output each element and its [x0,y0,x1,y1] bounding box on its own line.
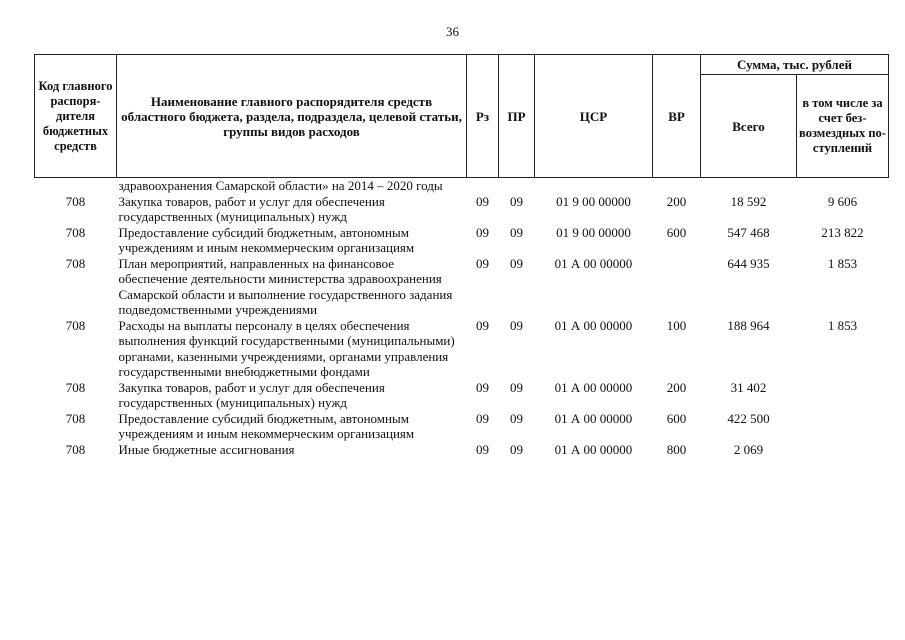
row-pr [499,178,535,194]
row-csr [535,178,653,194]
page-number: 36 [446,24,459,39]
header-rz: Рз [467,55,499,178]
row-gratis: 1 853 [827,317,858,333]
row-code [35,178,117,194]
table-row [35,318,889,380]
row-pr: 09 [510,410,523,426]
row-pr: 09 [510,441,523,457]
header-pr: ПР [499,55,535,178]
row-vr: 800 [666,441,687,457]
table-header [35,55,889,178]
row-pr: 09 [510,193,523,209]
row-total: 31 402 [730,379,767,395]
row-pr: 09 [510,255,523,271]
row-gratis [797,380,889,411]
row-rz: 09 [476,224,489,240]
row-pr: 09 [510,317,523,333]
row-vr: 600 [666,410,687,426]
row-code: 708 [65,193,86,209]
row-name: Иные бюджетные ассигнования [118,441,295,457]
row-total: 18 592 [730,193,767,209]
row-total: 422 500 [727,410,770,426]
row-csr: 01 9 00 00000 [556,224,631,240]
header-gratis: в том числе за счет безвозмездных поступлений [797,75,889,178]
row-pr: 09 [510,224,523,240]
table-row [35,411,889,442]
row-total: 644 935 [727,255,770,271]
header-sum: Сумма, тыс. рублей [701,55,889,75]
row-gratis: 1 853 [827,255,858,271]
table-row [35,256,889,318]
row-vr: 100 [666,317,687,333]
row-vr [653,256,701,318]
header-total: Всего [701,75,797,178]
row-name: План мероприятий, направленных на финансовое обеспечение деятельности министерства здравоохранения Самарской области и выполнение государственного задания подведомственными учреждениями [118,255,453,317]
table-row [35,442,889,458]
row-total: 2 069 [733,441,764,457]
row-name: здравоохранения Самарской области» на 2014 – 2020 годы [118,178,443,193]
row-rz: 09 [476,255,489,271]
table-row [35,194,889,225]
row-rz [467,178,499,194]
row-vr: 200 [666,379,687,395]
header-csr: ЦСР [535,55,653,178]
table-body [35,178,889,458]
row-code: 708 [65,441,86,457]
row-code: 708 [65,255,86,271]
row-pr: 09 [510,379,523,395]
header-code: Код главного распорядителя бюджетных средств [35,55,117,178]
budget-table [34,54,889,457]
row-rz: 09 [476,441,489,457]
table-row [35,380,889,411]
row-gratis [797,411,889,442]
header-name: Наименование главного распорядителя средств областного бюджета, раздела, подраздела, целевой статьи, группы видов расходов [117,55,467,178]
row-vr: 200 [666,193,687,209]
row-total: 547 468 [727,224,770,240]
row-vr [653,178,701,194]
row-code: 708 [65,379,86,395]
row-csr: 01 А 00 00000 [554,255,633,271]
header-vr: ВР [653,55,701,178]
row-gratis [797,442,889,458]
row-csr: 01 А 00 00000 [554,317,633,333]
row-name: Закупка товаров, работ и услуг для обеспечения государственных (муниципальных) нужд [118,193,385,224]
row-rz: 09 [476,379,489,395]
row-vr: 600 [666,224,687,240]
row-total [701,178,797,194]
table-row [35,178,889,194]
row-gratis: 9 606 [827,193,858,209]
row-csr: 01 А 00 00000 [554,441,633,457]
row-name: Предоставление субсидий бюджетным, автономным учреждениям и иным некоммерческим организациям [118,410,415,441]
row-csr: 01 А 00 00000 [554,410,633,426]
row-gratis: 213 822 [821,224,864,240]
row-csr: 01 А 00 00000 [554,379,633,395]
row-code: 708 [65,317,86,333]
row-name: Расходы на выплаты персоналу в целях обеспечения выполнения функций государственными (муниципальными) органами, казенными учреждениями, органами управления государственными внебюджетными фондами [118,317,455,379]
row-rz: 09 [476,193,489,209]
row-name: Предоставление субсидий бюджетным, автономным учреждениям и иным некоммерческим организациям [118,224,415,255]
row-gratis [797,178,889,194]
row-rz: 09 [476,317,489,333]
row-name: Закупка товаров, работ и услуг для обеспечения государственных (муниципальных) нужд [118,379,385,410]
row-code: 708 [65,410,86,426]
row-csr: 01 9 00 00000 [556,193,631,209]
table-row [35,225,889,256]
row-code: 708 [65,224,86,240]
row-total: 188 964 [727,317,770,333]
row-rz: 09 [476,410,489,426]
